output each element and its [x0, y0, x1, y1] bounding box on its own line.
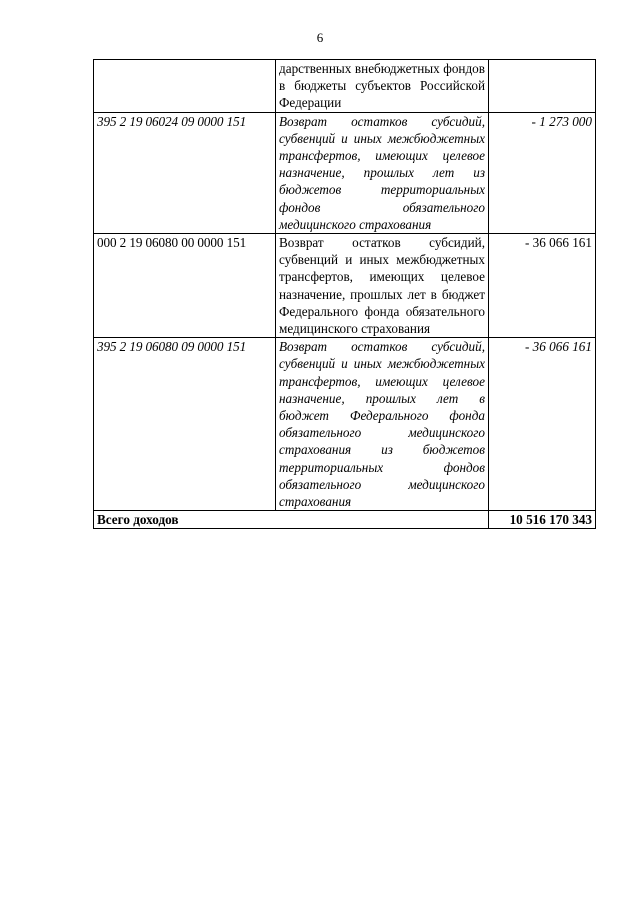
budget-code: 000 2 19 06080 00 0000 151 — [94, 234, 276, 338]
table-row — [94, 338, 596, 511]
revenue-amount — [489, 60, 596, 113]
budget-code — [94, 60, 276, 113]
revenue-amount: - 36 066 161 — [489, 338, 596, 511]
table-row — [94, 234, 596, 338]
table-row — [94, 112, 596, 233]
revenue-amount: - 1 273 000 — [489, 112, 596, 233]
budget-code: 395 2 19 06024 09 0000 151 — [94, 112, 276, 233]
budget-code: 395 2 19 06080 09 0000 151 — [94, 338, 276, 511]
page-number: 6 — [316, 30, 324, 45]
revenue-amount: - 36 066 161 — [489, 234, 596, 338]
total-label: Всего доходов — [94, 511, 489, 529]
table-row — [94, 60, 596, 113]
total-amount: 10 516 170 343 — [489, 511, 596, 529]
total-row — [94, 511, 596, 529]
revenue-name: Возврат остатков субсидий, субвенций и иных межбюджетных трансфертов, имеющих целевое назначение, прошлых лет в бюджет Федерального фонда обязательного медицинского страхования — [276, 234, 489, 338]
revenue-name: Возврат остатков субсидий, субвенций и иных межбюджетных трансфертов, имеющих целевое назначение, прошлых лет из бюджетов территориальных фондов обязательного медицинского страхования — [276, 112, 489, 233]
revenue-name: дарственных внебюджетных фондов в бюджеты субъектов Российской Федерации — [276, 60, 489, 113]
revenue-name: Возврат остатков субсидий, субвенций и иных межбюджетных трансфертов, имеющих целевое назначение, прошлых лет в бюджет Федерального фонда обязательного медицинского страхования из бюджетов территориальных фондов обязательного медицинского страхования — [276, 338, 489, 511]
revenue-table — [93, 59, 596, 529]
